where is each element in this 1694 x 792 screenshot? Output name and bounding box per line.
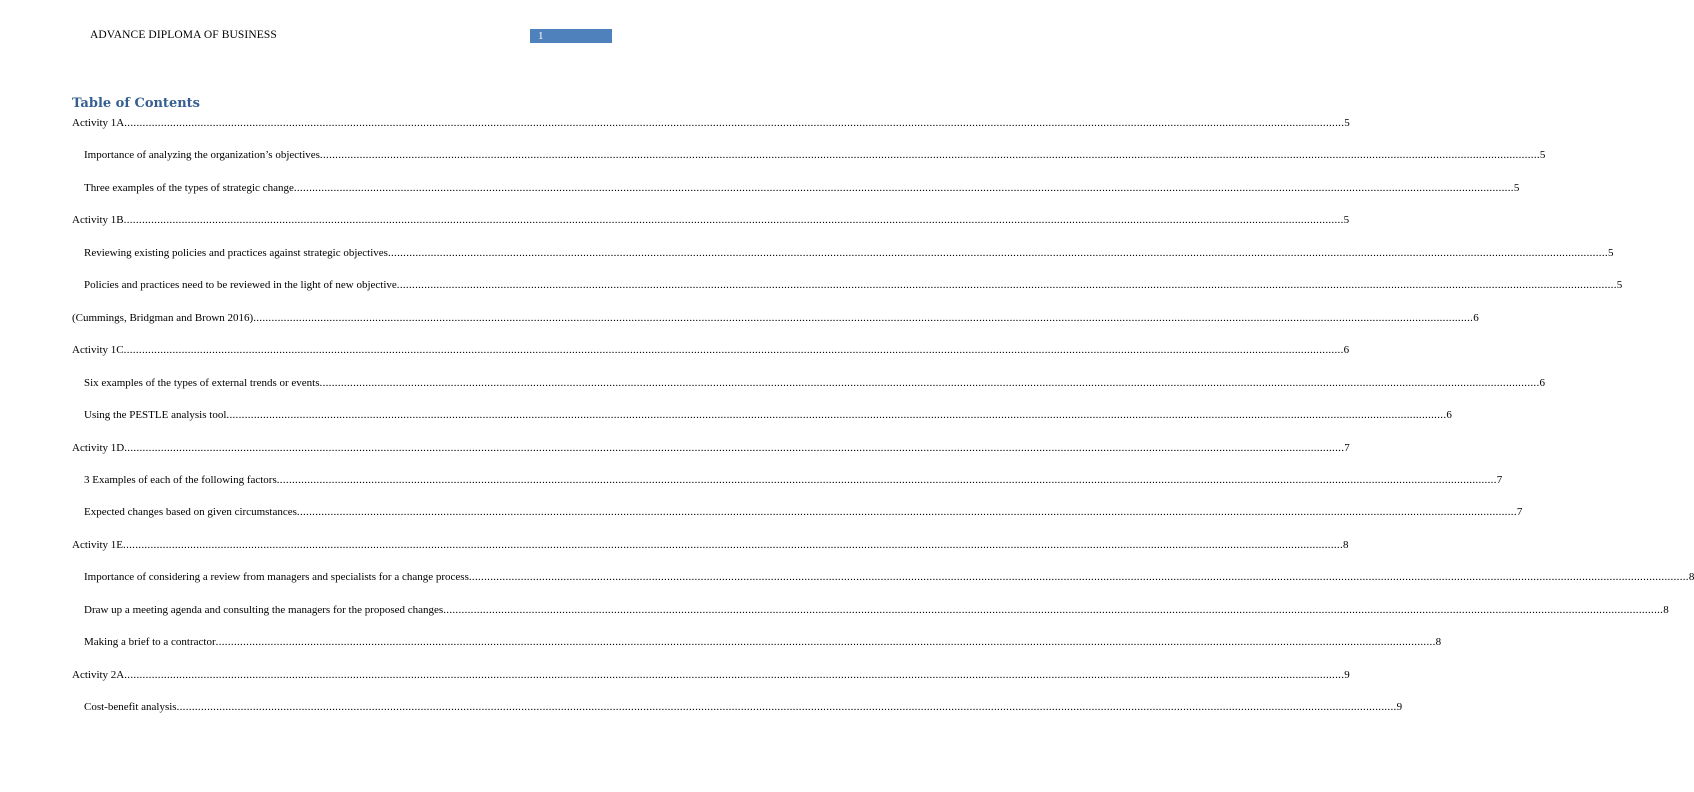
toc-entry-page: 7 [1516, 506, 1523, 519]
toc-entry[interactable] [84, 148, 1546, 162]
toc-entry-label: (Cummings, Bridgman and Brown 2016) [72, 311, 254, 324]
toc-entry[interactable] [84, 278, 1623, 292]
toc-entry-label: Importance of considering a review from managers and specialists for a change process [84, 571, 469, 584]
toc-dot-leader: ................................................................................................................................................................................................................................................................................................................................................................................................................ [396, 279, 1617, 292]
toc-entry-page: 5 [1539, 149, 1546, 162]
toc-entry-page: 6 [1539, 376, 1546, 389]
toc-heading: Table of Contents [72, 96, 200, 111]
toc-entry-page: 8 [1663, 603, 1669, 616]
toc-entry-label: Making a brief to a contractor [84, 636, 216, 649]
toc-entry-page: 7 [1496, 474, 1503, 486]
toc-dot-leader: ................................................................................................................................................................................................................................................................................................................................................................................................................ [215, 636, 1436, 649]
toc-entry-page: 6 [1343, 344, 1350, 357]
toc-entry-label: Activity 1D [72, 441, 125, 454]
toc-entry-label: Reviewing existing policies and practices against strategic objectives [84, 246, 388, 259]
toc-entry-page: 9 [1396, 701, 1403, 714]
toc-entry-label: Six examples of the types of external trends or events [84, 376, 320, 389]
toc-entry[interactable] [84, 505, 1523, 519]
toc-dot-leader: ................................................................................................................................................................................................................................................................................................................................................................................................................ [319, 149, 1540, 162]
toc-entry[interactable] [72, 343, 1350, 357]
toc-entry[interactable] [84, 246, 1614, 260]
toc-entry[interactable] [84, 570, 1694, 584]
toc-entry-label: Cost-benefit analysis [84, 701, 177, 714]
toc-entry-page: 5 [1607, 246, 1614, 259]
toc-entry-label: Activity 1C [72, 344, 124, 357]
toc-entry[interactable] [84, 181, 1520, 195]
toc-entry-label: Draw up a meeting agenda and consulting the managers for the proposed changes [84, 603, 444, 616]
toc-entry[interactable] [84, 635, 1442, 649]
toc-entry[interactable] [84, 603, 1669, 617]
toc-entry-label: Activity 1B [72, 214, 124, 227]
toc-entry[interactable] [84, 408, 1452, 422]
toc-entry-label: 3 Examples of each of the following factors [84, 474, 277, 486]
toc-dot-leader: ................................................................................................................................................................................................................................................................................................................................................................................................................ [123, 344, 1344, 357]
toc-dot-leader: ................................................................................................................................................................................................................................................................................................................................................................................................................ [124, 441, 1345, 454]
toc-dot-leader: ................................................................................................................................................................................................................................................................................................................................................................................................................ [387, 246, 1608, 259]
toc-dot-leader: ................................................................................................................................................................................................................................................................................................................................................................................................................ [293, 181, 1514, 194]
toc-entry[interactable] [72, 668, 1350, 682]
toc-entry[interactable] [72, 116, 1350, 130]
toc-entry-page: 9 [1344, 668, 1350, 681]
toc-entry[interactable] [84, 700, 1403, 714]
toc-entry-page: 6 [1446, 409, 1452, 422]
toc-entry[interactable] [72, 213, 1350, 227]
header-title: ADVANCE DIPLOMA OF BUSINESS [90, 29, 277, 41]
toc-entry-page: 8 [1688, 571, 1694, 584]
toc-entry-label: Activity 1A [72, 117, 125, 129]
toc-entry-label: Policies and practices need to be reviewed in the light of new objective [84, 279, 397, 292]
toc-entry-page: 5 [1343, 214, 1350, 227]
toc-entry[interactable] [84, 473, 1503, 487]
toc-entry-page: 5 [1344, 117, 1350, 129]
toc-entry-page: 7 [1344, 441, 1350, 454]
toc-dot-leader: ................................................................................................................................................................................................................................................................................................................................................................................................................ [124, 668, 1345, 681]
toc-dot-leader: ................................................................................................................................................................................................................................................................................................................................................................................................................ [226, 409, 1447, 422]
toc-dot-leader: ................................................................................................................................................................................................................................................................................................................................................................................................................ [123, 214, 1344, 227]
toc-dot-leader: ................................................................................................................................................................................................................................................................................................................................................................................................................ [124, 117, 1345, 129]
toc-dot-leader: ................................................................................................................................................................................................................................................................................................................................................................................................................ [468, 571, 1689, 584]
toc-entry-label: Using the PESTLE analysis tool [84, 409, 227, 422]
toc-entry-page: 5 [1616, 279, 1623, 292]
toc-entry[interactable] [84, 376, 1546, 390]
toc-entry[interactable] [72, 311, 1479, 325]
toc-dot-leader: ................................................................................................................................................................................................................................................................................................................................................................................................................ [296, 506, 1517, 519]
toc-entry-page: 8 [1435, 636, 1442, 649]
toc-entry-page: 6 [1473, 311, 1479, 324]
toc-dot-leader: ................................................................................................................................................................................................................................................................................................................................................................................................................ [253, 311, 1474, 324]
toc-entry-label: Importance of analyzing the organization’s objectives [84, 149, 320, 162]
page-number: 1 [538, 30, 544, 42]
toc-entry[interactable] [72, 441, 1350, 455]
toc-entry[interactable] [72, 538, 1349, 552]
toc-entry-page: 8 [1343, 538, 1349, 551]
toc-entry-page: 5 [1513, 181, 1520, 194]
toc-entry-label: Activity 1E [72, 538, 124, 551]
toc-dot-leader: ................................................................................................................................................................................................................................................................................................................................................................................................................ [276, 474, 1497, 486]
toc-entry-label: Expected changes based on given circumstances [84, 506, 297, 519]
toc-dot-leader: ................................................................................................................................................................................................................................................................................................................................................................................................................ [123, 538, 1344, 551]
toc-dot-leader: ................................................................................................................................................................................................................................................................................................................................................................................................................ [176, 701, 1397, 714]
toc-dot-leader: ................................................................................................................................................................................................................................................................................................................................................................................................................ [319, 376, 1540, 389]
toc-dot-leader: ................................................................................................................................................................................................................................................................................................................................................................................................................ [443, 603, 1664, 616]
toc-entry-label: Activity 2A [72, 668, 125, 681]
toc-entry-label: Three examples of the types of strategic change [84, 181, 294, 194]
